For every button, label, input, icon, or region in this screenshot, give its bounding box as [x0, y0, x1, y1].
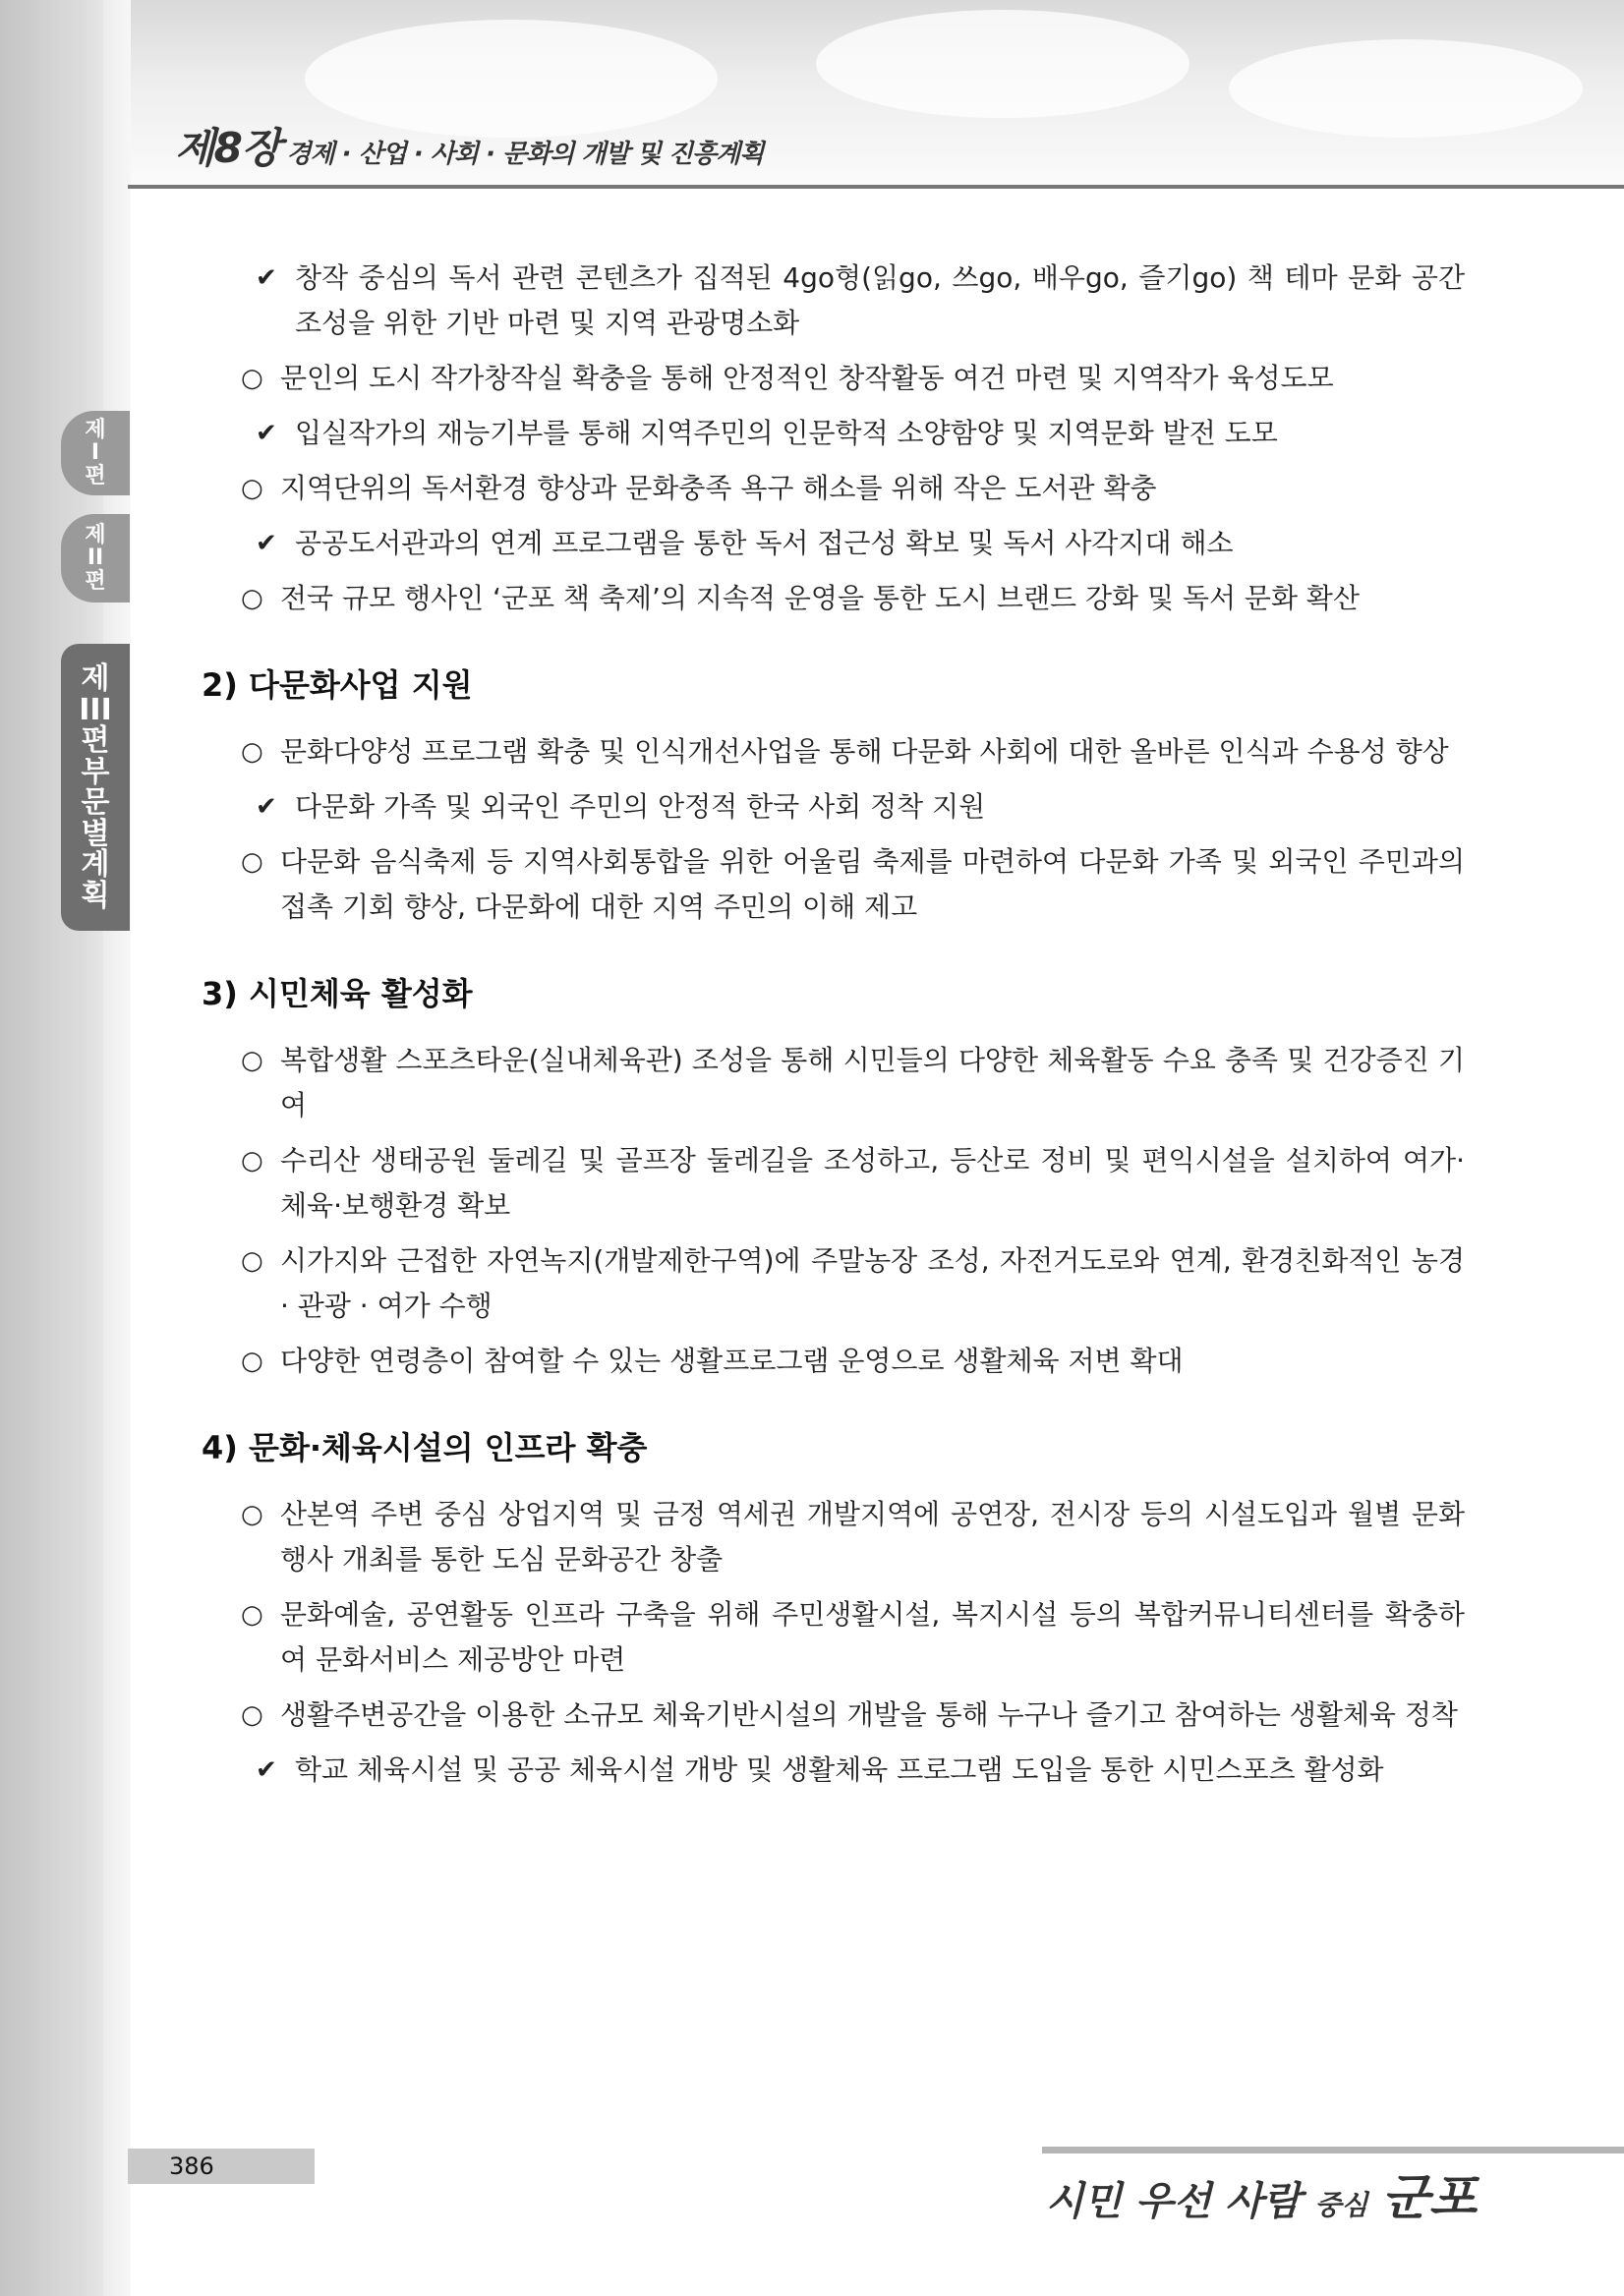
circle-item — [202, 576, 1465, 621]
item-text: 다문화 가족 및 외국인 주민의 안정적 한국 사회 정착 지원 — [295, 790, 986, 823]
side-tab-char: 제 — [81, 661, 110, 696]
circle-bullet-icon: ○ — [241, 737, 263, 767]
chapter-number: 제8장 — [175, 124, 281, 172]
circle-item — [202, 1693, 1465, 1738]
item-text: 다문화 음식축제 등 지역사회통합을 위한 어울림 축제를 마련하여 다문화 가족 및 외국인 주민과의 접촉 기회 향상, 다문화에 대한 지역 주민의 이해 제고 — [280, 845, 1465, 923]
circle-bullet-icon: ○ — [241, 364, 263, 393]
check-item — [202, 256, 1465, 346]
item-text: 전국 규모 행사인 ‘군포 책 축제’의 지속적 운영을 통한 도시 브랜드 강화 및 독서 문화 확산 — [280, 582, 1360, 614]
footer-slogan-logo — [1046, 2158, 1477, 2229]
circle-item — [202, 1339, 1465, 1384]
circle-item — [202, 1238, 1465, 1329]
item-text: 공공도서관과의 연계 프로그램을 통한 독서 접근성 확보 및 독서 사각지대 해소 — [295, 527, 1234, 559]
section-heading: 2) 다문화사업 지원 — [202, 666, 473, 704]
side-tab-part-2[interactable] — [61, 514, 130, 603]
slogan-part: 군포 — [1381, 2168, 1477, 2226]
page-edge-shadow — [103, 0, 131, 2296]
item-text: 시가지와 근접한 자연녹지(개발제한구역)에 주말농장 조성, 자전거도로와 연계, 환경친화적인 농경 · 관광 · 여가 수행 — [280, 1244, 1465, 1322]
item-text: 다양한 연령층이 참여할 수 있는 생활프로그램 운영으로 생활체육 저변 확대 — [280, 1345, 1184, 1377]
item-text: 문화예술, 공연활동 인프라 구축을 위해 주민생활시설, 복지시설 등의 복합커뮤니티센터를 확충하여 문화서비스 제공방안 마련 — [280, 1598, 1465, 1676]
chapter-subtitle: 경제 · 산업 · 사회 · 문화의 개발 및 진흥계획 — [286, 140, 764, 169]
item-text: 지역단위의 독서환경 향상과 문화충족 욕구 해소를 위해 작은 도서관 확충 — [280, 472, 1157, 504]
item-text: 문화다양성 프로그램 확충 및 인식개선사업을 통해 다문화 사회에 대한 올바른 인식과 수용성 향상 — [280, 735, 1449, 768]
check-icon: ✔ — [256, 529, 277, 558]
check-icon: ✔ — [256, 263, 277, 293]
section-heading: 3) 시민체육 활성화 — [202, 975, 473, 1012]
side-tab-char: 편 — [85, 463, 106, 488]
side-tab-char: 획 — [81, 878, 110, 913]
side-tab-part-3-active[interactable] — [61, 644, 130, 931]
side-tab-char: II — [87, 545, 104, 571]
item-text: 생활주변공간을 이용한 소규모 체육기반시설의 개발을 통해 누구나 즐기고 참여하는 생활체육 정착 — [280, 1698, 1458, 1731]
circle-item — [202, 1492, 1465, 1582]
circle-item — [202, 356, 1465, 401]
slogan-part: 시민 우선 사람 — [1045, 2178, 1302, 2224]
header-rule — [128, 185, 1624, 189]
circle-bullet-icon: ○ — [241, 1600, 263, 1630]
check-icon: ✔ — [256, 1755, 277, 1785]
item-text: 산본역 주변 중심 상업지역 및 금정 역세권 개발지역에 공연장, 전시장 등의 시설도입과 월별 문화행사 개최를 통한 도심 문화공간 창출 — [280, 1498, 1465, 1576]
left-margin-strip — [0, 0, 106, 2296]
chapter-title — [175, 116, 763, 175]
side-tab-char: 문 — [81, 785, 110, 820]
side-tab-char: 편 — [81, 723, 110, 758]
side-tab-char: 제 — [85, 418, 106, 443]
circle-item — [202, 729, 1465, 775]
slogan-part: 중심 — [1314, 2189, 1368, 2221]
circle-item — [202, 466, 1465, 511]
circle-item — [202, 1038, 1465, 1128]
check-item — [202, 1748, 1465, 1793]
check-item — [202, 784, 1465, 830]
document-body — [202, 256, 1465, 1803]
circle-bullet-icon: ○ — [241, 1046, 263, 1075]
check-icon: ✔ — [256, 419, 277, 448]
circle-bullet-icon: ○ — [241, 474, 263, 503]
circle-bullet-icon: ○ — [241, 1500, 263, 1529]
circle-bullet-icon: ○ — [241, 1246, 263, 1276]
check-item — [202, 521, 1465, 566]
item-text: 입실작가의 재능기부를 통해 지역주민의 인문학적 소양함양 및 지역문화 발전 도모 — [295, 417, 1278, 449]
side-tab-char: I — [90, 440, 100, 466]
side-tab-char: 편 — [85, 568, 106, 594]
circle-bullet-icon: ○ — [241, 847, 263, 877]
circle-bullet-icon: ○ — [241, 584, 263, 613]
item-text: 수리산 생태공원 둘레길 및 골프장 둘레길을 조성하고, 등산로 정비 및 편익시설을 설치하여 여가·체육·보행환경 확보 — [280, 1144, 1465, 1222]
side-tab-char: 제 — [85, 523, 106, 548]
circle-bullet-icon: ○ — [241, 1146, 263, 1176]
item-text: 문인의 도시 작가창작실 확충을 통해 안정적인 창작활동 여건 마련 및 지역작가 육성도모 — [280, 362, 1334, 394]
check-item — [202, 411, 1465, 456]
side-tab-char: III — [79, 692, 112, 727]
page-number: 386 — [128, 2149, 315, 2184]
circle-item — [202, 1138, 1465, 1229]
item-text: 복합생활 스포츠타운(실내체육관) 조성을 통해 시민들의 다양한 체육활동 수요 충족 및 건강증진 기여 — [280, 1044, 1465, 1121]
circle-item — [202, 1592, 1465, 1683]
circle-bullet-icon: ○ — [241, 1347, 263, 1376]
footer-rule — [1042, 2147, 1624, 2153]
side-tab-part-1[interactable] — [61, 411, 130, 495]
side-tab-char: 부 — [81, 754, 110, 789]
circle-bullet-icon: ○ — [241, 1700, 263, 1730]
item-text: 창작 중심의 독서 관련 콘텐츠가 집적된 4go형(읽go, 쓰go, 배우go, 즐기go) 책 테마 문화 공간 조성을 위한 기반 마련 및 지역 관광명소화 — [295, 261, 1465, 339]
check-icon: ✔ — [256, 792, 277, 822]
item-text: 학교 체육시설 및 공공 체육시설 개방 및 생활체육 프로그램 도입을 통한 시민스포츠 활성화 — [295, 1753, 1384, 1786]
side-tab-char: 계 — [81, 847, 110, 882]
circle-item — [202, 839, 1465, 930]
side-tab-char: 별 — [81, 816, 110, 851]
section-heading: 4) 문화·체육시설의 인프라 확충 — [202, 1429, 648, 1466]
